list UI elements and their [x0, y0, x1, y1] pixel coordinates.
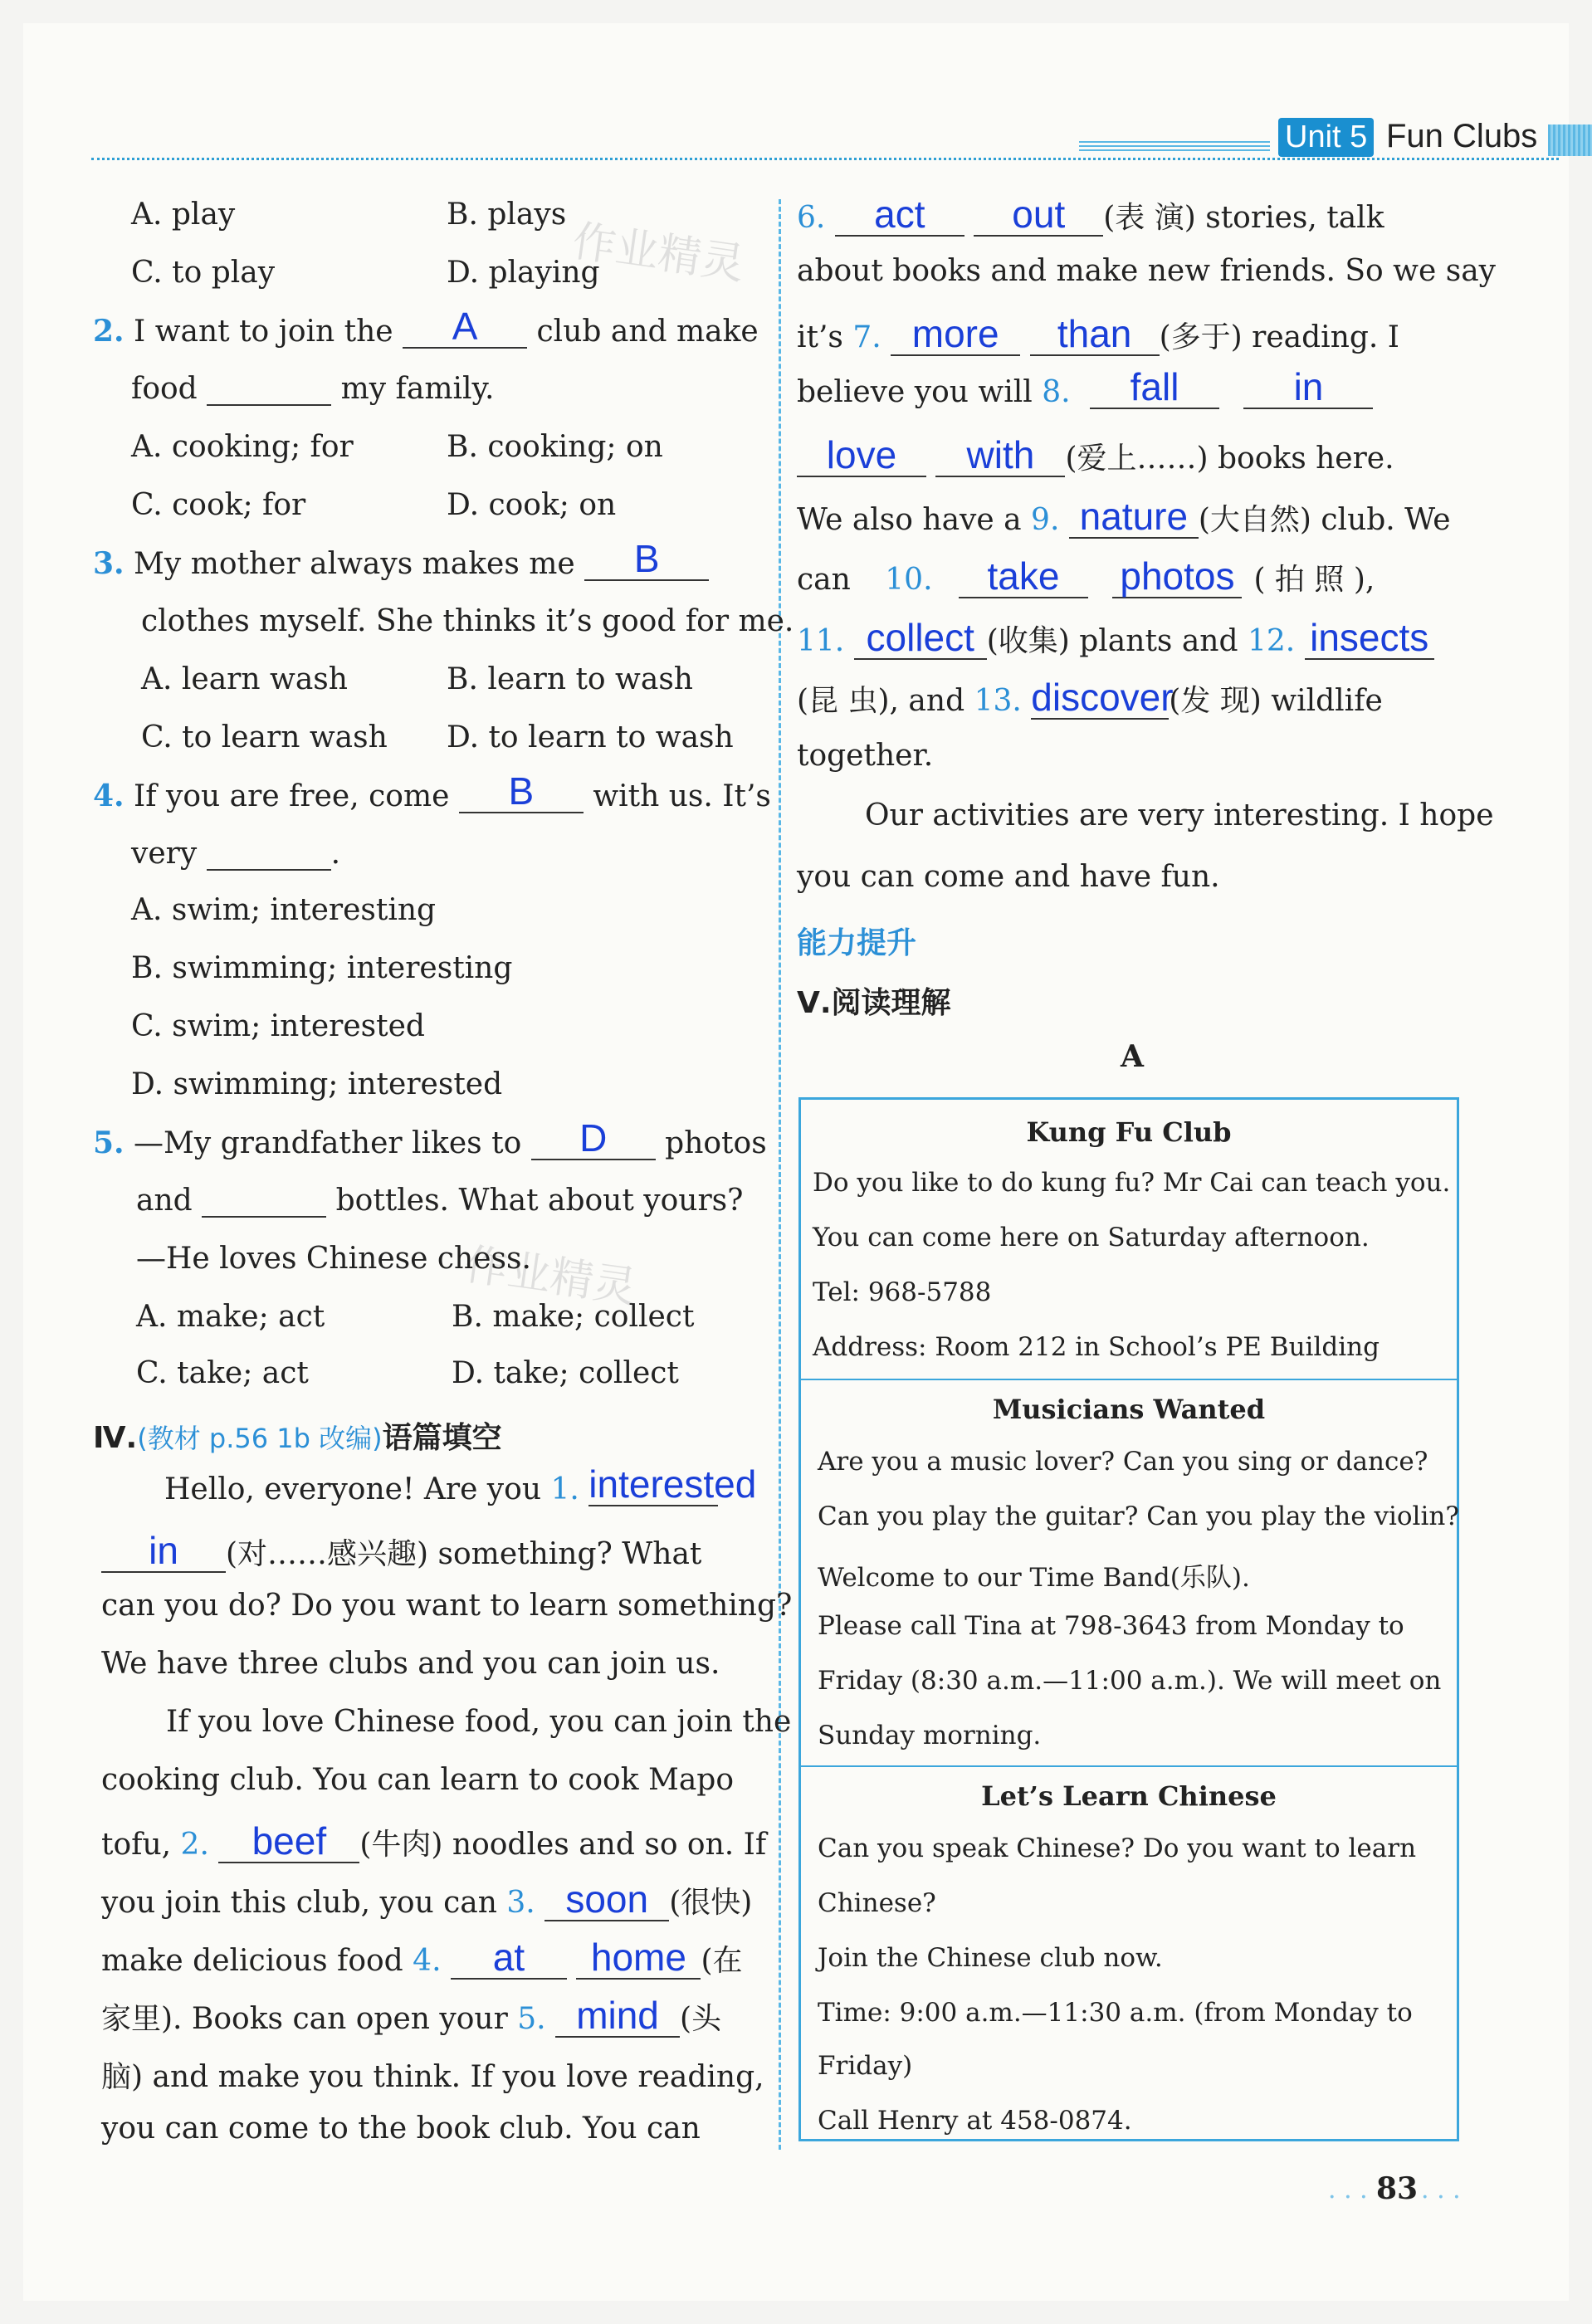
option-a: A. play: [131, 198, 236, 232]
passage-text: can: [797, 563, 851, 597]
ad-line: Can you play the guitar? Can you play the violin?: [818, 1501, 1459, 1531]
passage-line: 脑) and make you think. If you love reading,: [101, 2060, 764, 2094]
question-3-line2: clothes myself. She thinks it’s good for me.: [141, 604, 794, 638]
unit-badge: Unit 5: [1278, 118, 1374, 157]
answer-blank[interactable]: [1305, 616, 1434, 660]
passage-line: cooking club. You can learn to cook Mapo: [101, 1763, 735, 1797]
question-text: food: [131, 372, 198, 406]
blank-number: 11.: [797, 624, 845, 658]
question-5-reply: —He loves Chinese chess.: [136, 1242, 531, 1276]
passage-text: (爱上……) books here.: [1065, 442, 1394, 476]
reading-ads-box: [798, 1097, 1459, 2141]
passage-text: ( 拍 照 ),: [1253, 563, 1375, 597]
question-number: 4.: [93, 779, 125, 813]
question-number: 3.: [93, 546, 125, 581]
passage-line: [797, 618, 1434, 660]
answer-blank[interactable]: [891, 312, 1020, 356]
answer-blank[interactable]: [403, 305, 527, 349]
section-number: Ⅴ.: [797, 986, 832, 1020]
answer-text: discover: [1031, 676, 1174, 719]
passage-text: make delicious food: [101, 1944, 403, 1978]
passage-text: We also have a: [797, 503, 1022, 537]
passage-line: [164, 1462, 757, 1506]
answer-blank[interactable]: [959, 554, 1088, 598]
passage-line: [101, 1821, 766, 1863]
passage-line: [101, 1879, 752, 1921]
option-b: B. cooking; on: [447, 430, 663, 464]
answer-blank[interactable]: [101, 1529, 226, 1573]
option-c: C. cook; for: [131, 488, 306, 522]
option-b: B. plays: [447, 198, 567, 232]
blank-number: 5.: [517, 2002, 546, 2036]
ad-line: Do you like to do kung fu? Mr Cai can teach you.: [813, 1168, 1451, 1198]
passage-text: (大自然) club. We: [1198, 503, 1451, 537]
option-d: D. swimming; interested: [131, 1067, 503, 1101]
passage-line: together.: [797, 739, 934, 773]
answer-text: beef: [251, 1819, 327, 1863]
blank-number: 10.: [885, 563, 933, 597]
passage-line: If you love Chinese food, you can join the: [166, 1705, 792, 1739]
ability-heading: 能力提升: [797, 926, 917, 960]
option-c: C. swim; interested: [131, 1009, 425, 1043]
blank-number: 4.: [413, 1944, 442, 1978]
section-source: (教材 p.56 1b 改编): [137, 1423, 383, 1454]
question-text: —My grandfather likes to: [134, 1126, 522, 1160]
question-text: My mother always makes me: [134, 547, 575, 581]
option-d: D. cook; on: [447, 488, 617, 522]
blank-number: 9.: [1031, 503, 1060, 537]
blank-number: 2.: [180, 1828, 209, 1862]
header-bar: [1548, 124, 1592, 156]
answer-blank[interactable]: [1243, 365, 1373, 409]
ad-title: Kung Fu Club: [1026, 1116, 1232, 1148]
question-4: [93, 769, 771, 813]
section-number: Ⅳ.: [93, 1421, 138, 1455]
answer-blank[interactable]: [202, 1186, 326, 1218]
ad-line: You can come here on Saturday afternoon.: [813, 1223, 1370, 1252]
question-number: 2.: [93, 314, 125, 349]
section-title: 语篇填空: [382, 1421, 502, 1455]
answer-blank[interactable]: [935, 433, 1065, 477]
blank-number: 7.: [852, 320, 881, 354]
header-divider: [91, 158, 1559, 160]
ad-separator: [801, 1379, 1457, 1380]
question-5: [93, 1116, 767, 1160]
ad-title: Musicians Wanted: [992, 1394, 1266, 1425]
answer-text: more: [911, 312, 999, 355]
answer-text: interested: [588, 1462, 757, 1506]
question-text: club and make: [536, 315, 759, 349]
blank-number: 1.: [550, 1472, 579, 1506]
ad-line: Are you a music lover? Can you sing or dance?: [818, 1447, 1428, 1477]
ad-line: Time: 9:00 a.m.—11:30 a.m. (from Monday to: [818, 1998, 1413, 2028]
answer-text: home: [590, 1936, 686, 1979]
answer-text: in: [1293, 365, 1324, 408]
option-d: D. playing: [447, 256, 600, 290]
answer-text: in: [149, 1529, 178, 1572]
column-divider: [779, 199, 781, 2150]
passage-line: you can come and have fun.: [797, 860, 1220, 894]
answer-text: fall: [1130, 365, 1179, 408]
question-text: bottles. What about yours?: [335, 1184, 744, 1218]
question-text: with us. It’s: [593, 779, 771, 813]
answer-text: collect: [866, 616, 974, 659]
answer-blank[interactable]: [1069, 495, 1199, 539]
question-number: 5.: [93, 1125, 125, 1160]
ad-line: Address: Room 212 in School’s PE Building: [813, 1332, 1380, 1362]
option-c: C. take; act: [136, 1356, 309, 1390]
watermark: 作业精灵: [461, 1239, 640, 1314]
blank-number: 13.: [974, 684, 1022, 718]
passage-text: tofu,: [101, 1828, 172, 1862]
question-text: photos: [665, 1126, 767, 1160]
question-text: If you are free, come: [134, 779, 450, 813]
answer-text: at: [492, 1936, 525, 1979]
passage-text: (牛肉) noodles and so on. If: [359, 1828, 767, 1862]
watermark: 作业精灵: [569, 216, 748, 290]
answer-blank[interactable]: [1030, 312, 1160, 356]
passage-text: Hello, everyone! Are you: [164, 1472, 542, 1506]
answer-text: B: [633, 537, 660, 580]
answer-blank[interactable]: [584, 537, 709, 581]
unit-title: Fun Clubs: [1386, 118, 1538, 154]
answer-blank[interactable]: [531, 1116, 656, 1160]
answer-blank[interactable]: [576, 1936, 701, 1980]
passage-text: (发 现) wildlife: [1169, 684, 1383, 718]
answer-text: insects: [1310, 616, 1429, 659]
answer-blank[interactable]: [545, 1877, 669, 1921]
option-c: C. to learn wash: [141, 720, 388, 754]
option-a: A. cooking; for: [131, 430, 354, 464]
passage-line: [797, 677, 1383, 720]
option-a: A. swim; interesting: [131, 893, 437, 927]
passage-text: (昆 虫), and: [797, 684, 965, 718]
answer-text: D: [579, 1116, 608, 1160]
ad-separator: [801, 1765, 1457, 1767]
page-number: 83: [1376, 2171, 1419, 2206]
answer-blank[interactable]: [1031, 676, 1174, 720]
passage-line: about books and make new friends. So we say: [797, 254, 1497, 288]
passage-line: [797, 496, 1451, 539]
blank-number: 12.: [1248, 624, 1296, 658]
answer-blank[interactable]: [1090, 365, 1219, 409]
blank-number: 8.: [1042, 375, 1071, 409]
question-3: [93, 537, 709, 581]
passage-text: 家里). Books can open your: [101, 2002, 508, 2036]
answer-text: soon: [565, 1877, 649, 1921]
passage-line: [797, 365, 1373, 409]
answer-text: take: [987, 554, 1060, 598]
question-2: [93, 305, 759, 349]
ad-line: Welcome to our Time Band(乐队).: [818, 1563, 1250, 1593]
ad-line: Tel: 968-5788: [813, 1277, 992, 1307]
passage-text: believe you will: [797, 375, 1033, 409]
answer-text: B: [508, 769, 535, 813]
option-b: B. learn to wash: [447, 662, 693, 696]
ad-line: Please call Tina at 798-3643 from Monday to: [818, 1611, 1404, 1641]
answer-text: photos: [1120, 554, 1235, 598]
question-text: .: [330, 837, 341, 871]
passage-text: (很快): [669, 1886, 753, 1920]
answer-blank[interactable]: [459, 769, 584, 813]
blank-number: 3.: [506, 1886, 535, 1920]
passage-line: [797, 435, 1394, 477]
question-text: my family.: [340, 372, 495, 406]
answer-blank[interactable]: [974, 193, 1103, 237]
passage-text: you join this club, you can: [101, 1886, 497, 1920]
passage-text: (多于) reading. I: [1159, 320, 1400, 354]
option-c: C. to play: [131, 256, 276, 290]
question-5-line2: [136, 1184, 743, 1218]
ad-title: Let’s Learn Chinese: [981, 1780, 1277, 1812]
answer-blank[interactable]: [207, 839, 331, 871]
ad-line: Join the Chinese club now.: [818, 1943, 1163, 1973]
passage-line: you can come to the book club. You can: [101, 2112, 701, 2146]
passage-text: (对……感兴趣) something? What: [226, 1537, 702, 1571]
answer-blank[interactable]: [797, 433, 926, 477]
passage-line: [101, 1937, 742, 1980]
passage-text: (头: [680, 2002, 722, 2036]
option-a: A. learn wash: [141, 662, 348, 696]
ad-line: Sunday morning.: [818, 1721, 1042, 1750]
question-text: and: [136, 1184, 193, 1218]
ad-line: Friday): [818, 2051, 913, 2081]
passage-line: can you do? Do you want to learn something?: [101, 1589, 793, 1623]
option-d: D. to learn to wash: [447, 720, 734, 754]
passage-text: (表 演) stories, talk: [1103, 201, 1384, 235]
answer-blank[interactable]: [218, 1819, 359, 1863]
passage-line: [101, 1531, 701, 1573]
question-text: very: [131, 837, 198, 871]
answer-text: A: [452, 305, 478, 348]
answer-text: out: [1012, 193, 1066, 236]
answer-blank[interactable]: [207, 374, 331, 406]
passage-text: (在: [701, 1944, 743, 1978]
answer-text: love: [826, 433, 897, 476]
answer-blank[interactable]: [854, 616, 987, 660]
page-header: [91, 116, 1559, 166]
question-4-line2: [131, 837, 340, 871]
answer-text: than: [1057, 312, 1132, 355]
footer-dots: · · ·: [1328, 2183, 1368, 2212]
option-b: B. swimming; interesting: [131, 951, 513, 985]
footer-dots: · · ·: [1421, 2183, 1461, 2212]
section-4-heading: [93, 1414, 502, 1457]
answer-text: with: [966, 433, 1035, 476]
answer-blank[interactable]: [588, 1462, 757, 1506]
option-a: A. make; act: [136, 1300, 325, 1334]
part-label: A: [1121, 1039, 1144, 1074]
question-2-line2: [131, 372, 495, 406]
passage-line: [797, 314, 1399, 356]
answer-text: mind: [576, 1994, 659, 2037]
answer-text: act: [874, 193, 925, 236]
answer-blank[interactable]: [555, 1994, 680, 2038]
blank-number: 6.: [797, 201, 826, 235]
header-hatch: [1079, 139, 1270, 151]
ad-line: Friday (8:30 a.m.—11:00 a.m.). We will meet on: [818, 1666, 1442, 1696]
passage-text: (收集) plants and: [986, 624, 1238, 658]
ad-line: Chinese?: [818, 1888, 936, 1918]
passage-line: [797, 194, 1384, 237]
ad-line: Call Henry at 458-0874.: [818, 2106, 1132, 2136]
passage-line: [797, 556, 1375, 598]
option-d: D. take; collect: [452, 1356, 679, 1390]
section-5-heading: [797, 979, 951, 1022]
passage-line: Our activities are very interesting. I hope: [865, 798, 1494, 832]
ad-line: Can you speak Chinese? Do you want to learn: [818, 1833, 1417, 1863]
question-text: I want to join the: [134, 315, 393, 349]
option-b: B. make; collect: [452, 1300, 695, 1334]
section-title: 阅读理解: [831, 986, 951, 1020]
answer-blank[interactable]: [1112, 554, 1242, 598]
passage-text: it’s: [797, 320, 843, 354]
answer-text: nature: [1079, 495, 1189, 538]
answer-blank[interactable]: [835, 193, 964, 237]
passage-line: [101, 1995, 721, 2038]
answer-blank[interactable]: [451, 1936, 567, 1980]
passage-line: We have three clubs and you can join us.: [101, 1647, 720, 1681]
